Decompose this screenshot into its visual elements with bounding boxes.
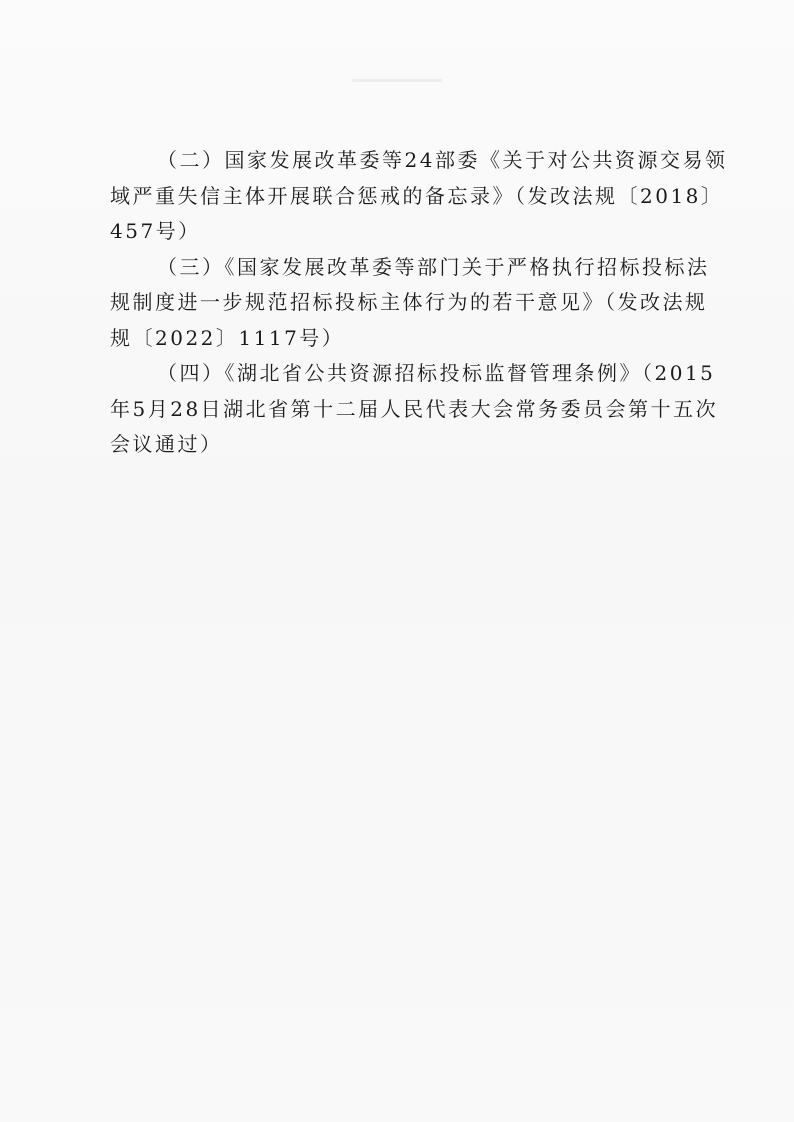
text-line: 规制度进一步规范招标投标主体行为的若干意见》（发改法规: [110, 290, 708, 314]
scan-smudge: [352, 79, 442, 82]
text-line: 规〔2022〕1117号）: [110, 325, 345, 350]
text-line: （三）《国家发展改革委等部门关于严格执行招标投标法: [157, 254, 710, 279]
text-line: 年5月28日湖北省第十二届人民代表大会常务委员会第十五次: [110, 396, 719, 421]
text-line: 会议通过）: [110, 432, 223, 456]
document-body: [110, 143, 728, 463]
paragraph-item-2: [110, 143, 728, 250]
text-line: 457号）: [110, 219, 201, 243]
text-line: 域严重失信主体开展联合惩戒的备忘录》（发改法规〔2018〕: [110, 183, 724, 208]
paragraph-item-3: [110, 250, 710, 357]
text-line: （二）国家发展改革委等24部委《关于对公共资源交易领: [157, 148, 728, 172]
paragraph-item-4: [110, 356, 719, 463]
text-line: （四）《湖北省公共资源招标投标监督管理条例》（2015: [157, 361, 716, 385]
